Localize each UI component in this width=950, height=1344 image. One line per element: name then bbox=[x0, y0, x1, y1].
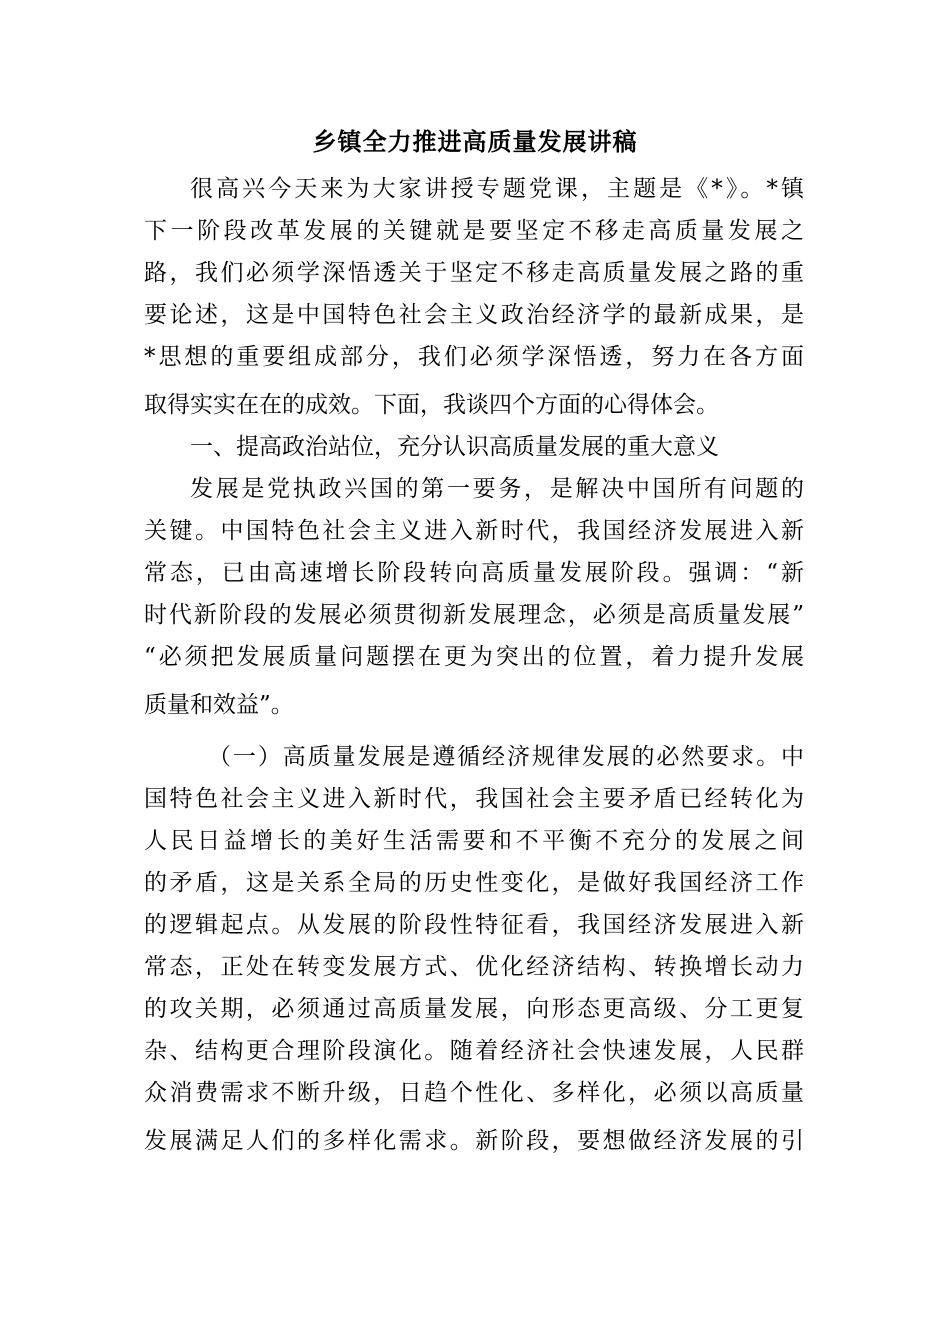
text-line: 常态，正处在转变发展方式、优化经济结构、转换增长动力 bbox=[144, 954, 804, 980]
paragraph-intro bbox=[144, 168, 804, 426]
text-line: 要论述，这是中国特色社会主义政治经济学的最新成果，是 bbox=[144, 302, 804, 328]
text-line: 人民日益增长的美好生活需要和不平衡不充分的发展之间 bbox=[144, 828, 804, 854]
text-line: 众消费需求不断升级，日趋个性化、多样化，必须以高质量 bbox=[144, 1080, 804, 1106]
text-line: 杂、结构更合理阶段演化。随着经济社会快速发展，人民群 bbox=[144, 1038, 804, 1064]
text-line: 发展是党执政兴国的第一要务，是解决中国所有问题的 bbox=[190, 476, 804, 502]
text-line: 的逻辑起点。从发展的阶段性特征看，我国经济发展进入新 bbox=[144, 912, 804, 938]
document-body bbox=[144, 168, 804, 1162]
text-line: 很高兴今天来为大家讲授专题党课，主题是《*》。*镇 bbox=[190, 176, 804, 202]
text-line: 取得实实在在的成效。下面，我谈四个方面的心得体会。 bbox=[144, 392, 719, 418]
text-line: 的矛盾，这是关系全局的历史性变化，是做好我国经济工作 bbox=[144, 870, 804, 896]
text-line: 的攻关期，必须通过高质量发展，向形态更高级、分工更复 bbox=[144, 996, 804, 1022]
text-line: 发展满足人们的多样化需求。新阶段，要想做经济发展的引 bbox=[144, 1128, 804, 1154]
heading-line: 一、提高政治站位，充分认识高质量发展的重大意义 bbox=[190, 434, 719, 460]
paragraph-subsection-1 bbox=[144, 736, 804, 1162]
text-line: *思想的重要组成部分，我们必须学深悟透，努力在各方面 bbox=[144, 344, 804, 370]
text-line: 常态，已由高速增长阶段转向高质量发展阶段。强调：“新 bbox=[144, 560, 804, 586]
text-line: “必须把发展质量问题摆在更为突出的位置，着力提升发展 bbox=[144, 644, 804, 670]
text-line: 时代新阶段的发展必须贯彻新发展理念，必须是高质量发展” bbox=[144, 602, 804, 628]
document-title: 乡镇全力推进高质量发展讲稿 bbox=[312, 128, 638, 156]
text-line: 国特色社会主义进入新时代，我国社会主要矛盾已经转化为 bbox=[144, 786, 804, 812]
text-line: （一）高质量发展是遵循经济规律发展的必然要求。中 bbox=[208, 744, 804, 770]
text-line: 关键。中国特色社会主义进入新时代，我国经济发展进入新 bbox=[144, 518, 804, 544]
section-heading bbox=[144, 426, 804, 468]
text-line: 路，我们必须学深悟透关于坚定不移走高质量发展之路的重 bbox=[144, 260, 804, 286]
text-line: 下一阶段改革发展的关键就是要坚定不移走高质量发展之 bbox=[144, 218, 804, 244]
text-line: 质量和效益”。 bbox=[144, 692, 294, 718]
paragraph-development bbox=[144, 468, 804, 726]
